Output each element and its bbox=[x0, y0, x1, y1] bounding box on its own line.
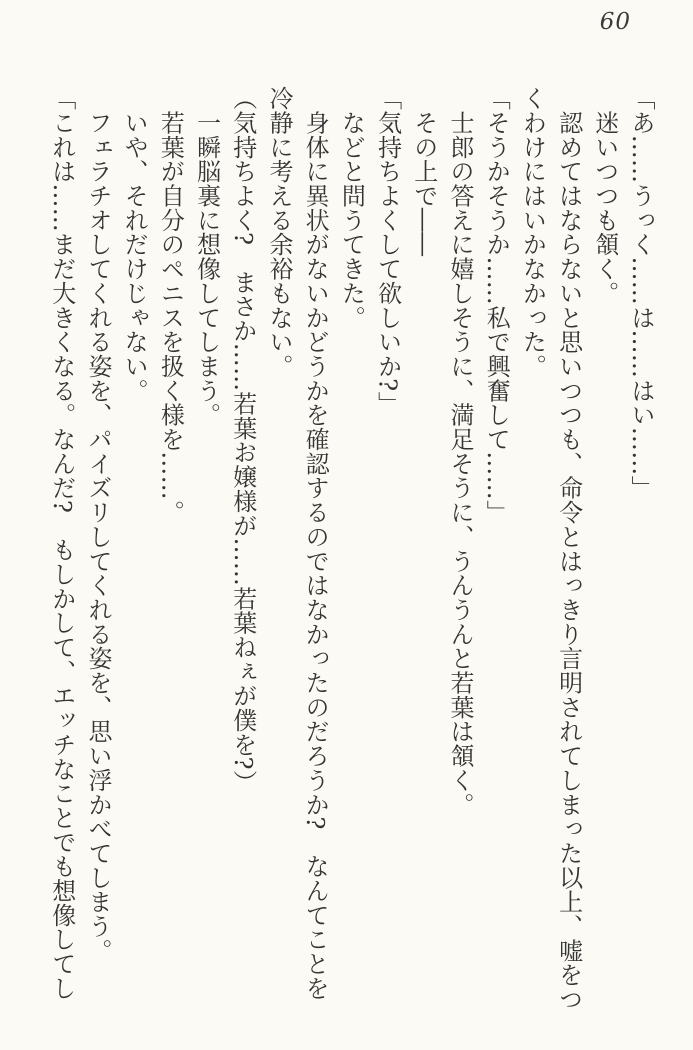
text-line: 迷いつつも頷く。 bbox=[590, 86, 619, 306]
text-line: 「これは……まだ大きくなる。なんだ? もしかして、エッチなことでも想像してし bbox=[47, 86, 76, 1001]
text-line: 認めてはならないと思いつつも、命令とはっきり言明されてしまった以上、嘘をつ bbox=[554, 86, 583, 1012]
text-line: いや、それだけじゃない。 bbox=[120, 86, 149, 403]
text-line: 一瞬脳裏に想像してしまう。 bbox=[192, 86, 221, 427]
text-line: （気持ちよく? まさか……若葉お嬢様が……若葉ねぇが僕を?） bbox=[228, 86, 257, 795]
text-line: くわけにはいかなかった。 bbox=[518, 86, 547, 379]
page-number: 60 bbox=[599, 9, 631, 35]
text-line: 「そうかそうか……私で興奮して……」 bbox=[482, 86, 511, 525]
text-line: 「あ……うっく……は……はい……」 bbox=[627, 86, 655, 500]
text-line: 士郎の答えに嬉しそうに、満足そうに、うんうんと若葉は頷く。 bbox=[445, 86, 474, 817]
text-line: 身体に異状がないかどうかを確認するのではなかったのだろうか? なんてことを bbox=[301, 86, 330, 1001]
text-line: 若葉が自分のペニスを扱く様を……。 bbox=[156, 86, 185, 525]
text-line: 「気持ちよくして欲しいか?」 bbox=[373, 86, 402, 416]
text-line: フェラチオしてくれる姿を、パイズリしてくれる姿を、思い浮かべてしまう。 bbox=[83, 86, 112, 963]
text-line: 冷静に考える余裕もない。 bbox=[264, 86, 293, 379]
text-line: その上で―― bbox=[409, 86, 438, 257]
text-line: などと問うてきた。 bbox=[337, 86, 366, 330]
text-block bbox=[44, 86, 659, 1011]
